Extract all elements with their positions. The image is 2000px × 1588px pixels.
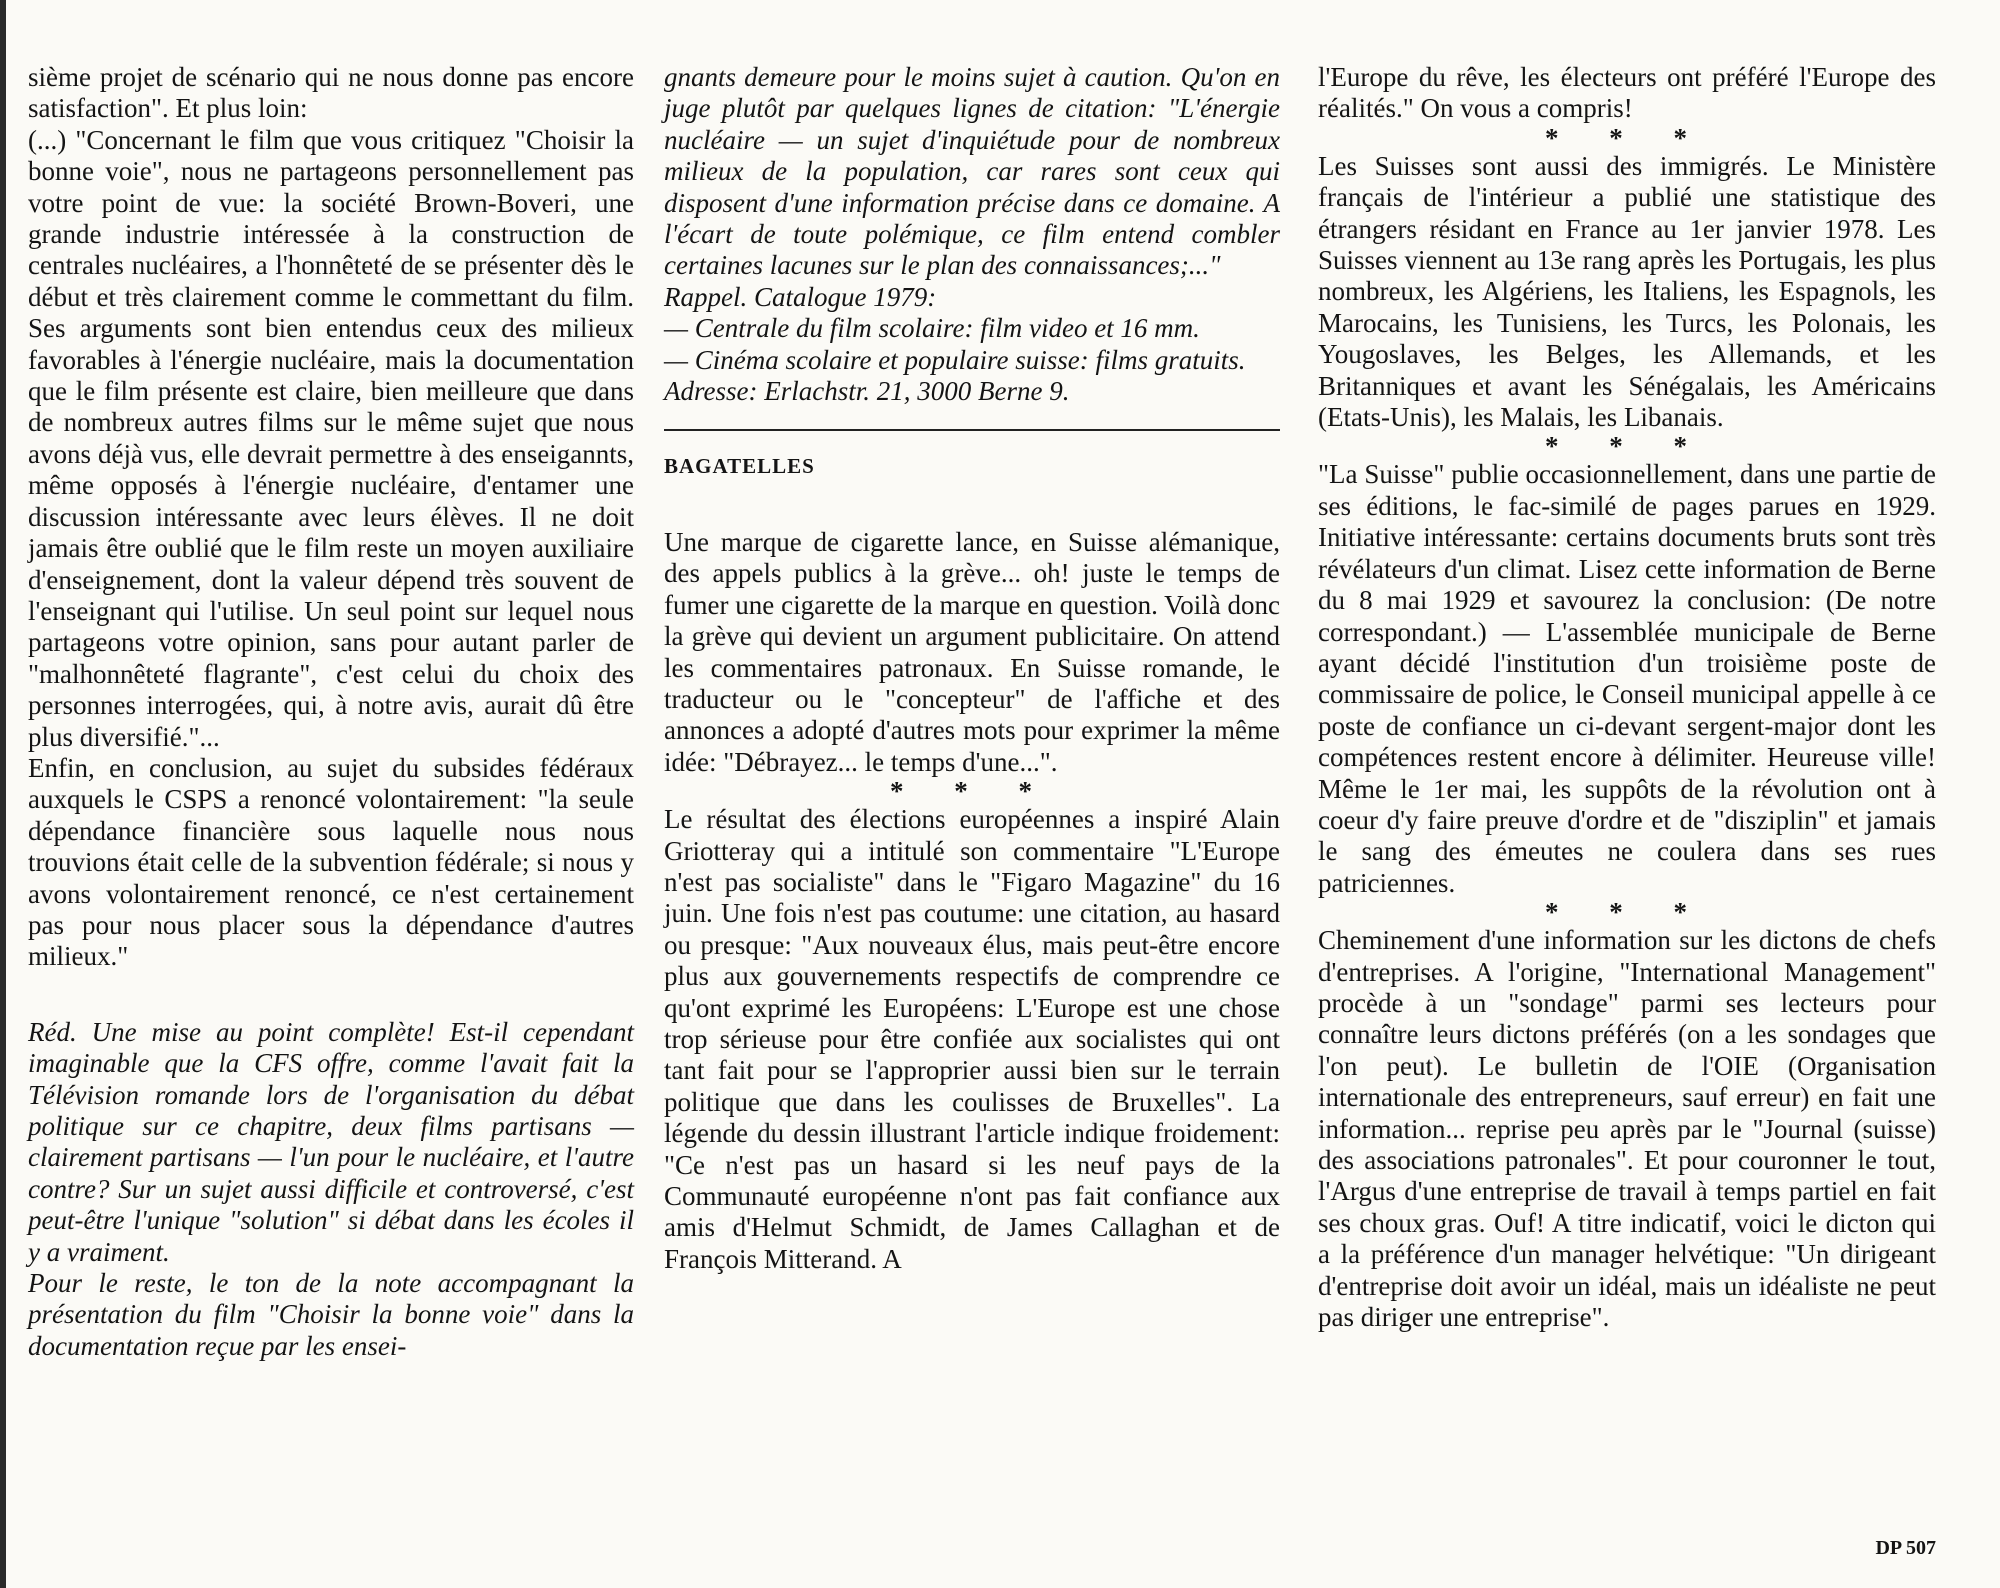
separator-stars: * * *	[1545, 897, 1709, 928]
paragraph: (...) "Concernant le film que vous critiquez "Choisir la bonne voie", nous ne partageons personnellement pas votre point de vue: la société Brown-Boveri, une grande industrie intéressée à la construction de centrales nucléaires, a l'honnêteté de se présenter dès le début et très clairement comme le commettant du film. Ses arguments sont bien entendus ceux des milieux favorables à l'énergie nucléaire, mais la documentation que le film présente est claire, bien meilleure que dans de nombreux autres films sur le même sujet que nous avons déjà vus, elle devrait permettre à des enseigannts, même opposés à l'énergie nucléaire, d'entamer une discussion intéressante avec leurs élèves. Il ne doit jamais être oublié que le film reste un moyen auxiliaire d'enseignement, dont la valeur dépend très souvent de l'enseignant qui l'utilise. Un seul point sur lequel nous partageons votre opinion, sans pour autant parler de "malhonnêteté flagrante", c'est celui du choix des personnes interrogées, qui, à notre avis, aurait dû être plus diversifié."...	[28, 124, 634, 752]
catalogue-heading: Rappel. Catalogue 1979:	[664, 281, 937, 312]
section-title: BAGATELLES	[664, 454, 815, 479]
column-left	[28, 62, 634, 1362]
paragraph: Les Suisses sont aussi des immigrés. Le Ministère français de l'intérieur a publié une statistique des étrangers résidant en France au 1er janvier 1978. Les Suisses viennent au 13e rang après les Portugais, les plus nombreux, les Algériens, les Italiens, les Espagnols, les Marocains, les Tunisiens, les Turcs, les Polonais, les Yougoslaves, les Belges, les Allemands, et les Britanniques et avant les Sénégalais, les Américains (Etats-Unis), les Malais, les Libanais.	[1318, 150, 1936, 433]
separator-stars: * * *	[1545, 431, 1709, 462]
paragraph: Le résultat des élections européennes a inspiré Alain Griotteray qui a intitulé son commentaire "L'Europe n'est pas socialiste" dans le "Figaro Magazine" du 16 juin. Une fois n'est pas coutume: une citation, au hasard ou presque: "Aux nouveaux élus, mais peut-être encore plus aux gouvernements respectifs de comprendre ce qu'ont exprimé les Européens: L'Europe est une chose trop sérieuse pour être confiée aux socialistes qui ont tant fait pour se l'approprier aussi bien sur le terrain politique que dans les coulisses de Bruxelles". La légende du dessin illustrant l'article indique froidement: "Ce n'est pas un hasard si les neuf pays de la Communauté européenne n'ont pas fait confiance aux amis d'Helmut Schmidt, de James Callaghan et de François Mitterand. A	[664, 804, 1280, 1274]
column-right	[1318, 62, 1936, 1333]
catalogue-item: — Centrale du film scolaire: film video et 16 mm.	[664, 313, 1200, 344]
paragraph: Une marque de cigarette lance, en Suisse alémanique, des appels publics à la grève... oh! juste le temps de fumer une cigarette de la marque en question. Voilà donc la grève qui devient un argument publicitaire. On attend les commentaires patronaux. En Suisse romande, le traducteur ou le "concepteur" de l'affiche et des annonces a adopté d'autres mots pour exprimer la même idée: "Débrayez... le temps d'une...".	[664, 526, 1280, 777]
separator-stars: * * *	[1545, 122, 1709, 153]
separator-stars: * * *	[890, 776, 1054, 807]
catalogue-item: — Cinéma scolaire et populaire suisse: films gratuits.	[664, 344, 1246, 375]
paragraph: "La Suisse" publie occasionnellement, dans une partie de ses éditions, le fac-similé de pages parues en 1929. Initiative intéressante: certains documents bruts sont très révélateurs d'un climat. Lisez cette information de Berne du 8 mai 1929 et savourez la conclusion: (De notre correspondant.) — L'assemblée municipale de Berne ayant décidé l'institution d'un troisième poste de commissaire de police, le Conseil municipal appelle à ce poste de confiance un ci-devant sergent-major dont les compétences restent encore à délimiter. Heureuse ville! Même le 1er mai, les suppôts de la révolution ont à coeur d'y faire preuve d'ordre et de "disziplin" et jamais le sang des émeutes ne coulera dans ses rues patriciennes.	[1318, 459, 1936, 898]
paragraph: Enfin, en conclusion, au sujet du subsides fédéraux auxquels le CSPS a renoncé volontairement: "la seule dépendance financière sous laquelle nous nous trouvions était celle de la subvention fédérale; si nous y avons volontairement renoncé, ce n'est certainement pas pour nous placer sous la dépendance d'autres milieux."	[28, 752, 634, 972]
page-number: DP 507	[1875, 1537, 1936, 1559]
paragraph: sième projet de scénario qui ne nous donne pas encore satisfaction". Et plus loin:	[28, 62, 634, 124]
paragraph: l'Europe du rêve, les électeurs ont préféré l'Europe des réalités." On vous a compris!	[1318, 62, 1936, 124]
spacer	[28, 973, 634, 1017]
section-divider	[664, 429, 1280, 431]
paragraph: Cheminement d'une information sur les dictons de chefs d'entreprises. A l'origine, "International Management" procède à un "sondage" parmi ses lecteurs pour connaître leurs dictons préférés (on a les sondages que l'on peut). Le bulletin de l'OIE (Organisation internationale des entrepreneurs, sauf erreur) en fait une information... reprise peu après par le "Journal (suisse) des associations patronales". Et pour couronner le tout, l'Argus d'une entreprise de travail à temps partiel en fait ses choux gras. Ouf! A titre indicatif, voici le dicton qui a la préférence d'un manager helvétique: "Un dirigeant d'entreprise doit avoir un idéal, mais un idéaliste ne peut pas diriger une entreprise".	[1318, 925, 1936, 1333]
column-middle	[664, 62, 1280, 1275]
editorial-note: Réd. Une mise au point complète! Est-il cependant imaginable que la CFS offre, comme l'avait fait la Télévision romande lors de l'organisation du débat politique sur ce chapitre, deux films partisans — clairement partisans — l'un pour le nucléaire, et l'autre contre? Sur un sujet aussi difficile et controversé, c'est peut-être l'unique "solution" si débat dans les écoles il y a vraiment.	[28, 1016, 634, 1267]
catalogue-address: Adresse: Erlachstr. 21, 3000 Berne 9.	[664, 376, 1070, 407]
editorial-note: Pour le reste, le ton de la note accompagnant la présentation du film "Choisir la bonne voie" dans la documentation reçue par les ensei-	[28, 1268, 634, 1361]
page-edge	[0, 0, 6, 1588]
quote-paragraph: gnants demeure pour le moins sujet à caution. Qu'on en juge plutôt par quelques lignes de citation: "L'énergie nucléaire — un sujet d'inquiétude pour de nombreux milieux de la population, car rares sont ceux qui disposent d'une information précise dans ce domaine. A l'écart de toute polémique, ce film entend combler certaines lacunes sur le plan des connaissances;..."	[664, 62, 1280, 281]
